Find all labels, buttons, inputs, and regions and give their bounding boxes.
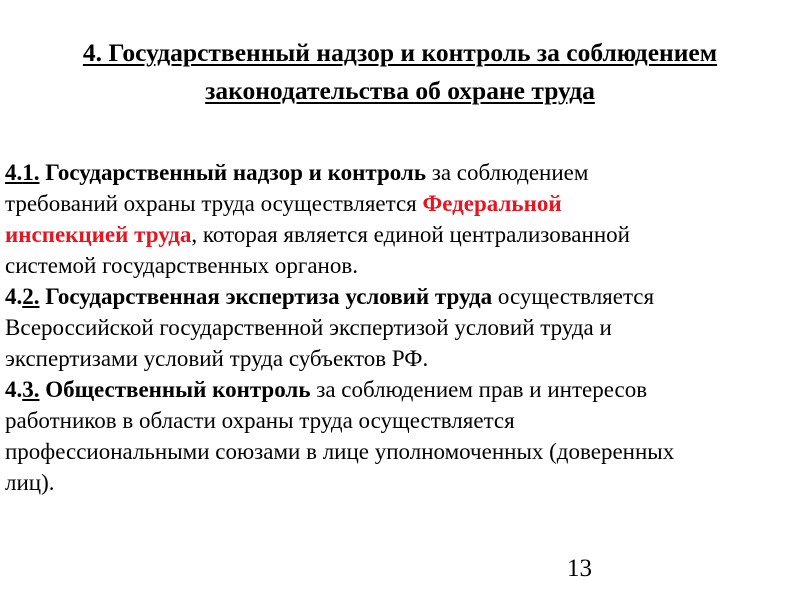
section-line [5, 374, 795, 405]
section-line [5, 219, 795, 250]
section-number: 4.2. [5, 284, 40, 309]
slide-title-line-1: 4. Государственный надзор и контроль за соблюдением [82, 38, 718, 67]
section-number: 4.1. [5, 160, 40, 185]
slide-title [0, 34, 800, 110]
highlight-text: Федеральной [422, 191, 562, 216]
section-text: за соблюдением прав и интересов [310, 377, 648, 402]
section-line: работников в области охраны труда осуществляется [5, 408, 515, 433]
section-line: системой государственных органов. [5, 253, 358, 278]
section-line [5, 157, 795, 188]
section-line: профессиональными союзами в лице уполномоченных (доверенных [5, 439, 675, 464]
section-heading: Государственный надзор и контроль [45, 160, 426, 185]
slide-title-line-2: законодательства об охране труда [205, 76, 595, 105]
section-4-3 [5, 374, 795, 498]
section-4-2 [5, 281, 795, 374]
section-line: экспертизами условий труда субъектов РФ. [5, 346, 429, 371]
highlight-text: инспекцией труда [5, 222, 192, 247]
section-text: , которая является единой централизованной [191, 222, 630, 247]
section-heading: Общественный контроль [45, 377, 311, 402]
section-number: 4.3. [5, 377, 40, 402]
section-line: лиц). [5, 470, 55, 495]
section-text: требований охраны труда осуществляется [5, 191, 423, 216]
section-line [5, 188, 795, 219]
slide-body [5, 157, 795, 498]
section-heading: Государственная экспертиза условий труда [45, 284, 493, 309]
section-4-1 [5, 157, 795, 281]
page-number: 13 [567, 555, 592, 582]
section-line: Всероссийской государственной экспертизой условий труда и [5, 315, 612, 340]
section-text: за соблюдением [426, 160, 589, 185]
section-line [5, 281, 795, 312]
section-text: осуществляется [492, 284, 655, 309]
